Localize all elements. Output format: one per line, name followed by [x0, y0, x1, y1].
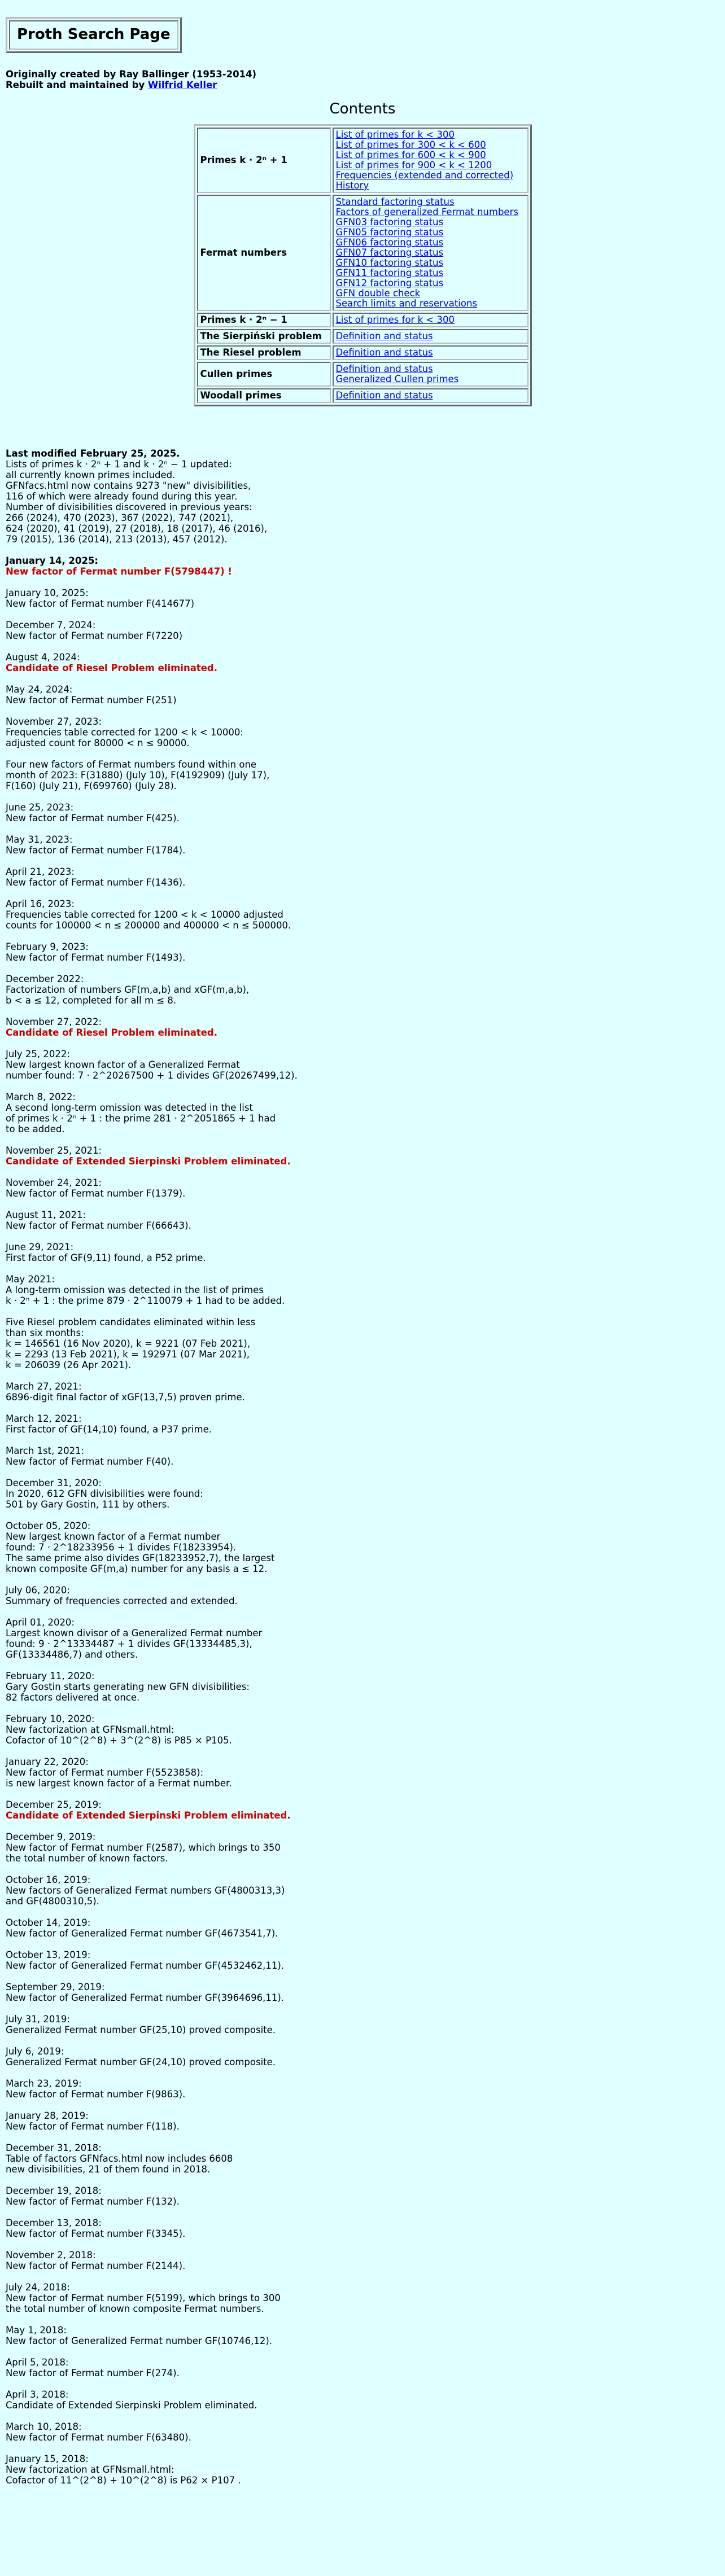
contents-link[interactable]: List of primes for 600 < k < 900 — [335, 150, 486, 160]
news-text: New factor of Fermat number F(5199), which brings to 300 — [6, 2293, 281, 2303]
news-date: December 19, 2018: — [6, 2185, 102, 2196]
news-entry — [6, 2046, 719, 2067]
contents-link[interactable]: GFN06 factoring status — [335, 237, 444, 248]
news-text: k = 2293 (13 Feb 2021), k = 192971 (07 Mar 2021), — [6, 1349, 250, 1360]
news-date: August 4, 2024: — [6, 652, 80, 663]
contents-link[interactable]: History — [335, 180, 369, 191]
news-text: New factor of Fermat number F(2144). — [6, 2260, 186, 2271]
news-text: found: 7 · 2^18233956 + 1 divides F(18233954). — [6, 1542, 237, 1553]
news-entry — [6, 588, 719, 609]
last-modified: Last modified February 25, 2025. — [6, 448, 180, 459]
news-text: k = 146561 (16 Nov 2020), k = 9221 (07 Feb 2021), — [6, 1338, 251, 1349]
news-date: November 24, 2021: — [6, 1177, 102, 1188]
news-date: March 27, 2021: — [6, 1381, 82, 1392]
news-date: November 27, 2022: — [6, 1017, 102, 1027]
news-text: the total number of known factors. — [6, 1853, 168, 1864]
news-text: Cofactor of 10^(2^8) + 3^(2^8) is P85 × P105. — [6, 1735, 232, 1746]
contents-link[interactable]: Definition and status — [335, 331, 433, 341]
news-text: Candidate of Riesel Problem eliminated. — [6, 663, 217, 673]
news-date: February 10, 2020: — [6, 1714, 95, 1724]
news-text: Cofactor of 11^(2^8) + 10^(2^8) is P62 × P107 . — [6, 2475, 241, 2486]
news-entry — [6, 2325, 719, 2346]
news-date: April 01, 2020: — [6, 1617, 75, 1628]
page-title-box — [6, 17, 182, 53]
news-text: New factor of Fermat number F(9863). — [6, 2089, 186, 2100]
news-text: to be added. — [6, 1124, 65, 1134]
news-text: New factor of Generalized Fermat number GF(10746,12). — [6, 2336, 273, 2346]
news-entry — [6, 1242, 719, 1263]
news-date: August 11, 2021: — [6, 1210, 86, 1220]
summary-line: 79 (2015), 136 (2014), 213 (2013), 457 (2012). — [6, 534, 228, 545]
news-entry — [6, 555, 719, 577]
news-text: Four new factors of Fermat numbers found within one — [6, 759, 257, 770]
news-date: November 2, 2018: — [6, 2250, 96, 2260]
contents-row — [197, 329, 529, 344]
news-text: New factor of Fermat number F(274). — [6, 2368, 180, 2378]
news-entry — [6, 2110, 719, 2132]
news-text: Gary Gostin starts generating new GFN divisibilities: — [6, 1681, 250, 1692]
news-date: March 12, 2021: — [6, 1413, 82, 1424]
news-entry — [6, 2282, 719, 2314]
contents-link[interactable]: GFN10 factoring status — [335, 257, 444, 268]
news-text: is new largest known factor of a Fermat number. — [6, 1778, 232, 1789]
news-text: Candidate of Extended Sierpinski Problem eliminated. — [6, 2400, 257, 2411]
contents-row — [197, 362, 529, 387]
news-text: A second long-term omission was detected in the list — [6, 1102, 253, 1113]
summary-line: 266 (2024), 470 (2023), 367 (2022), 747 (2021), — [6, 512, 234, 523]
news-entry — [6, 2454, 719, 2486]
update-summary — [6, 459, 719, 545]
news-entry — [6, 1799, 719, 1821]
news-entry — [6, 1671, 719, 1703]
contents-link[interactable]: GFN03 factoring status — [335, 217, 444, 227]
contents-link[interactable]: List of primes for k < 300 — [335, 129, 455, 140]
news-text: the total number of known composite Fermat numbers. — [6, 2303, 264, 2314]
news-date: January 22, 2020: — [6, 1756, 89, 1767]
news-text: New factors of Generalized Fermat numbers GF(4800313,3) — [6, 1885, 285, 1896]
news-date: October 13, 2019: — [6, 1949, 91, 1960]
news-entry — [6, 2014, 719, 2035]
news-text: New largest known factor of a Fermat number — [6, 1531, 221, 1542]
news-entry — [6, 1049, 719, 1081]
news-entry — [6, 1756, 719, 1789]
news-text: 82 factors delivered at once. — [6, 1692, 140, 1703]
summary-line: Number of divisibilities discovered in previous years: — [6, 502, 252, 512]
news-date: May 2021: — [6, 1274, 55, 1285]
news-text: New factor of Fermat number F(1493). — [6, 952, 186, 963]
news-entry — [6, 2250, 719, 2271]
contents-row-links — [333, 128, 529, 193]
contents-link[interactable]: List of primes for k < 300 — [335, 314, 455, 325]
news-text: Frequencies table corrected for 1200 < k < 10000 adjusted — [6, 909, 283, 920]
contents-row-links — [333, 345, 529, 360]
news-text: New factor of Fermat number F(40). — [6, 1456, 174, 1467]
news-text: k = 206039 (26 Apr 2021). — [6, 1360, 132, 1370]
news-entry — [6, 866, 719, 888]
news-date: March 23, 2019: — [6, 2078, 82, 2089]
news-entry — [6, 2421, 719, 2443]
news-date: December 31, 2018: — [6, 2143, 102, 2153]
news-entry — [6, 1092, 719, 1134]
news-date: June 25, 2023: — [6, 802, 74, 813]
news-text: known composite GF(m,a) number for any basis a ≤ 12. — [6, 1563, 268, 1574]
summary-line: GFNfacs.html now contains 9273 "new" divisibilities, — [6, 480, 251, 491]
news-text: New factor of Fermat number F(5523858): — [6, 1767, 204, 1778]
news-date: July 06, 2020: — [6, 1585, 70, 1596]
contents-row-label: Primes k · 2ⁿ − 1 — [197, 313, 331, 327]
news-text: Generalized Fermat number GF(24,10) proved composite. — [6, 2057, 276, 2067]
news-date: January 14, 2025: — [6, 555, 99, 566]
contents-row-links — [333, 313, 529, 327]
news-date: October 14, 2019: — [6, 1917, 91, 1928]
news-text: New factor of Fermat number F(1784). — [6, 845, 186, 856]
contents-link[interactable]: Definition and status — [335, 390, 433, 401]
news-date: December 2022: — [6, 974, 84, 984]
news-entry — [6, 1445, 719, 1467]
news-date: April 3, 2018: — [6, 2389, 69, 2400]
summary-line: all currently known primes included. — [6, 470, 176, 480]
news-date: April 16, 2023: — [6, 899, 75, 909]
contents-link[interactable]: Search limits and reservations — [335, 298, 478, 309]
news-text: Table of factors GFNfacs.html now includes 6608 — [6, 2153, 233, 2164]
news-entry — [6, 1585, 719, 1606]
credits — [6, 69, 719, 90]
contents-row-links — [333, 329, 529, 344]
news-entry — [6, 2143, 719, 2175]
contents-heading: Contents — [329, 100, 396, 117]
news-text: Candidate of Extended Sierpinski Problem eliminated. — [6, 1156, 291, 1167]
news-date: June 29, 2021: — [6, 1242, 74, 1252]
news-entry — [6, 899, 719, 931]
news-entry — [6, 1714, 719, 1746]
news-date: July 31, 2019: — [6, 2014, 70, 2025]
news-entry — [6, 1521, 719, 1574]
news-text: Largest known divisor of a Generalized Fermat number — [6, 1628, 263, 1639]
news-text: New factor of Fermat number F(425). — [6, 813, 180, 823]
news-text: New factor of Fermat number F(66643). — [6, 1220, 191, 1231]
contents-link[interactable]: Factors of generalized Fermat numbers — [335, 207, 518, 217]
news-date: October 16, 2019: — [6, 1874, 91, 1885]
news-text: F(160) (July 21), F(699760) (July 28). — [6, 781, 177, 791]
news-text: New factor of Fermat number F(1436). — [6, 877, 186, 888]
news-text: Factorization of numbers GF(m,a,b) and xGF(m,a,b), — [6, 984, 250, 995]
news-date: December 25, 2019: — [6, 1799, 102, 1810]
contents-row — [197, 388, 529, 403]
news-text: GF(13334486,7) and others. — [6, 1649, 138, 1660]
news-text: counts for 100000 < n ≤ 200000 and 400000 < n ≤ 500000. — [6, 920, 291, 931]
news-date: December 7, 2024: — [6, 620, 96, 630]
news-entry — [6, 802, 719, 823]
contents-link[interactable]: Frequencies (extended and corrected) — [335, 170, 514, 181]
news-entry — [6, 1210, 719, 1231]
page-title: Proth Search Page — [9, 20, 178, 50]
news-date: July 25, 2022: — [6, 1049, 70, 1059]
contents-row-links — [333, 388, 529, 403]
contents-link[interactable]: Generalized Cullen primes — [335, 374, 459, 384]
news-text: New factor of Fermat number F(132). — [6, 2196, 180, 2207]
news-text: A long-term omission was detected in the list of primes — [6, 1285, 264, 1295]
news-text: New factor of Fermat number F(414677) — [6, 598, 195, 609]
news-date: February 11, 2020: — [6, 1671, 95, 1681]
news-text: New factor of Fermat number F(251) — [6, 695, 177, 706]
news-entry — [6, 1413, 719, 1435]
news-text: The same prime also divides GF(18233952,7), the largest — [6, 1553, 275, 1563]
summary-line: 624 (2020), 41 (2019), 27 (2018), 18 (2017), 46 (2016), — [6, 523, 268, 534]
news-date: December 31, 2020: — [6, 1478, 102, 1488]
contents-link[interactable]: GFN double check — [335, 288, 421, 299]
news-date: February 9, 2023: — [6, 941, 89, 952]
contents-row-label: Cullen primes — [197, 362, 331, 387]
news-text: b < a ≤ 12, completed for all m ≤ 8. — [6, 995, 177, 1006]
news-text: New factor of Fermat number F(7220) — [6, 630, 183, 641]
news-text: In 2020, 612 GFN divisibilities were found: — [6, 1488, 203, 1499]
news-text: 6896-digit final factor of xGF(13,7,5) proven prime. — [6, 1392, 245, 1403]
news-entry — [6, 1274, 719, 1306]
news-date: May 1, 2018: — [6, 2325, 67, 2336]
news-text: of primes k · 2ⁿ + 1 : the prime 281 · 2^2051865 + 1 had — [6, 1113, 276, 1124]
news-date: January 15, 2018: — [6, 2454, 89, 2464]
news-text: New factor of Fermat number F(5798447) ! — [6, 566, 232, 577]
news-entry — [6, 620, 719, 641]
news-text: New factor of Generalized Fermat number GF(3964696,11). — [6, 1992, 285, 2003]
news-text: Generalized Fermat number GF(25,10) proved composite. — [6, 2025, 276, 2035]
news-entry — [6, 1177, 719, 1199]
news-entry — [6, 759, 719, 791]
news-date: January 28, 2019: — [6, 2110, 89, 2121]
news-entry — [6, 1874, 719, 1907]
contents-row-links — [333, 195, 529, 311]
news-text: New factor of Fermat number F(3345). — [6, 2228, 186, 2239]
summary-line: Lists of primes k · 2ⁿ + 1 and k · 2ⁿ − 1 updated: — [6, 459, 233, 470]
news-text: month of 2023: F(31880) (July 10), F(4192909) (July 17), — [6, 770, 270, 781]
news-text: k · 2ⁿ + 1 : the prime 879 · 2^110079 + 1 had to be added. — [6, 1295, 285, 1306]
contents-row — [197, 128, 529, 193]
news-text: than six months: — [6, 1328, 84, 1338]
news-date: January 10, 2025: — [6, 588, 89, 598]
news-text: New factor of Generalized Fermat number GF(4532462,11). — [6, 1960, 285, 1971]
contents-row-label: Primes k · 2ⁿ + 1 — [197, 128, 331, 193]
news-entry — [6, 716, 719, 748]
contents-link[interactable]: GFN12 factoring status — [335, 278, 444, 288]
news-text: number found: 7 · 2^20267500 + 1 divides GF(20267499,12). — [6, 1070, 298, 1081]
contents-link[interactable]: GFN07 factoring status — [335, 247, 444, 258]
contents-link[interactable]: Standard factoring status — [335, 196, 455, 207]
contents-row-label: The Riesel problem — [197, 345, 331, 360]
news-section — [6, 448, 719, 2486]
news-date: November 25, 2021: — [6, 1145, 102, 1156]
news-date: April 21, 2023: — [6, 866, 75, 877]
news-entry — [6, 1982, 719, 2003]
contents-link[interactable]: List of primes for 300 < k < 600 — [335, 139, 486, 150]
credit-original: Originally created by Ray Ballinger (1953-2014) — [6, 69, 257, 80]
news-text: New factor of Fermat number F(2587), which brings to 350 — [6, 1842, 281, 1853]
news-date: October 05, 2020: — [6, 1521, 91, 1531]
news-date: May 24, 2024: — [6, 684, 73, 695]
news-entry — [6, 684, 719, 706]
news-text: adjusted count for 80000 < n ≤ 90000. — [6, 738, 190, 748]
news-date: April 5, 2018: — [6, 2357, 69, 2368]
news-entry — [6, 1478, 719, 1510]
news-date: March 8, 2022: — [6, 1092, 76, 1102]
news-date: December 9, 2019: — [6, 1832, 96, 1842]
contents-table — [194, 124, 532, 406]
news-text: Candidate of Riesel Problem eliminated. — [6, 1027, 217, 1038]
news-text: and GF(4800310,5). — [6, 1896, 99, 1907]
contents-link[interactable]: GFN11 factoring status — [335, 268, 444, 278]
news-text: New factor of Fermat number F(118). — [6, 2121, 180, 2132]
news-date: December 13, 2018: — [6, 2218, 102, 2228]
news-date: March 10, 2018: — [6, 2421, 82, 2432]
news-text: found: 9 · 2^13334487 + 1 divides GF(13334485,3), — [6, 1639, 252, 1649]
news-entry — [6, 1832, 719, 1864]
news-text: First factor of GF(9,11) found, a P52 prime. — [6, 1252, 206, 1263]
news-date: September 29, 2019: — [6, 1982, 105, 1992]
news-entry — [6, 1917, 719, 1939]
news-entry — [6, 2218, 719, 2239]
news-entry — [6, 652, 719, 673]
news-text: New factorization at GFNsmall.html: — [6, 1724, 174, 1735]
contents-row-label: Fermat numbers — [197, 195, 331, 311]
news-entry — [6, 2389, 719, 2411]
news-text: Frequencies table corrected for 1200 < k < 10000: — [6, 727, 243, 738]
contents-row-label: The Sierpiński problem — [197, 329, 331, 344]
news-date: July 6, 2019: — [6, 2046, 64, 2057]
news-text: Candidate of Extended Sierpinski Problem eliminated. — [6, 1810, 291, 1821]
news-entry — [6, 834, 719, 856]
news-entry — [6, 1145, 719, 1167]
news-text: First factor of GF(14,10) found, a P37 prime. — [6, 1424, 212, 1435]
contents-row-label: Woodall primes — [197, 388, 331, 403]
news-text: New factorization at GFNsmall.html: — [6, 2464, 174, 2475]
contents-row — [197, 313, 529, 327]
contents-link[interactable]: List of primes for 900 < k < 1200 — [335, 160, 492, 170]
news-text: new divisibilities, 21 of them found in 2018. — [6, 2164, 211, 2175]
news-entry — [6, 2078, 719, 2100]
news-entry — [6, 1617, 719, 1660]
contents-link[interactable]: Definition and status — [335, 347, 433, 358]
news-entry — [6, 1017, 719, 1038]
news-entry — [6, 1317, 719, 1370]
contents-row — [197, 345, 529, 360]
contents-row-links — [333, 362, 529, 387]
contents-link[interactable]: Definition and status — [335, 363, 433, 374]
news-text: New factor of Fermat number F(63480). — [6, 2432, 191, 2443]
news-date: July 24, 2018: — [6, 2282, 70, 2293]
news-entry — [6, 941, 719, 963]
news-entry — [6, 1949, 719, 1971]
news-date: May 31, 2023: — [6, 834, 73, 845]
news-date: November 27, 2023: — [6, 716, 102, 727]
news-list — [6, 555, 719, 2486]
credit-maintainer: Rebuilt and maintained by Wilfrid Keller — [6, 80, 217, 90]
news-text: 501 by Gary Gostin, 111 by others. — [6, 1499, 170, 1510]
news-text: Summary of frequencies corrected and extended. — [6, 1596, 238, 1606]
summary-line: 116 of which were already found during this year. — [6, 491, 238, 502]
news-entry — [6, 2357, 719, 2378]
news-entry — [6, 974, 719, 1006]
news-text: New factor of Generalized Fermat number GF(4673541,7). — [6, 1928, 278, 1939]
news-text: New largest known factor of a Generalized Fermat — [6, 1059, 240, 1070]
maintainer-link[interactable]: Wilfrid Keller — [148, 80, 217, 90]
news-date: March 1st, 2021: — [6, 1445, 85, 1456]
news-text: Five Riesel problem candidates eliminated within less — [6, 1317, 256, 1328]
news-entry — [6, 2185, 719, 2207]
news-entry — [6, 1381, 719, 1403]
contents-link[interactable]: GFN05 factoring status — [335, 227, 444, 238]
contents-row — [197, 195, 529, 311]
news-text: New factor of Fermat number F(1379). — [6, 1188, 186, 1199]
